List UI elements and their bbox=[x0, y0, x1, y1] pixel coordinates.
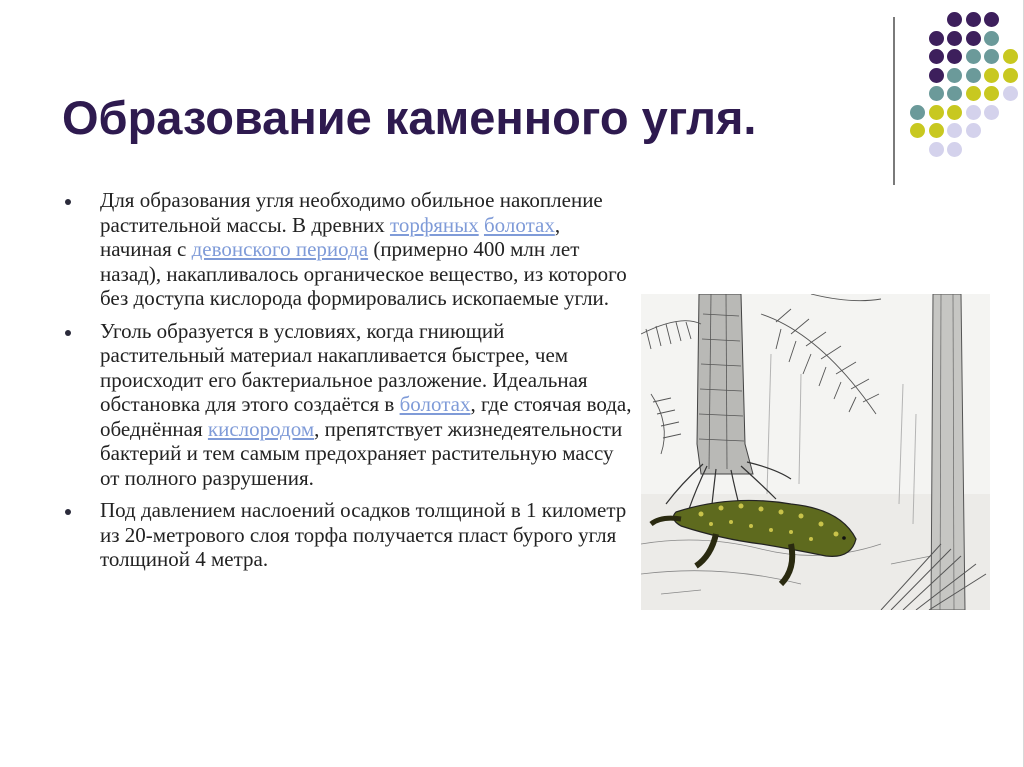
decorative-dot bbox=[947, 86, 962, 101]
bullet-text: Уголь образуется в условиях, когда гниющий растительный материал накапливается быстрее, чем происходит его бактериальное разложение. Идеальная обстановка для этого создаётся в bbox=[100, 318, 588, 416]
bullet-text: , начиная с bbox=[100, 212, 561, 261]
inline-link[interactable]: девонского периода bbox=[191, 237, 369, 261]
decorative-dot bbox=[966, 49, 981, 64]
decorative-dot bbox=[947, 31, 962, 46]
bullet-text: Для образования угля необходимо обильное накопление растительной массы. В древних bbox=[100, 188, 603, 237]
decorative-dot bbox=[984, 12, 999, 27]
decorative-dot bbox=[929, 68, 944, 83]
decorative-dot bbox=[1003, 86, 1018, 101]
decorative-dot bbox=[966, 86, 981, 101]
bullet-text: (примерно 400 млн лет назад), накапливалось органическое вещество, из которого без доступа кислорода формировались ископаемые угли. bbox=[100, 237, 627, 310]
decorative-dot bbox=[947, 123, 962, 138]
bullet-content bbox=[62, 188, 632, 580]
decorative-dot bbox=[947, 105, 962, 120]
decorative-dot bbox=[929, 142, 944, 157]
inline-link[interactable]: кислородом bbox=[207, 416, 315, 441]
decorative-dot-grid bbox=[910, 12, 1015, 162]
bullet-text: Под давлением наслоений осадков толщиной в 1 километр из 20-метрового слоя торфа получается пласт бурого угля толщиной 4 метра. bbox=[100, 498, 627, 571]
bullet-text: , препятствует жизнедеятельности бактерий и тем самым предохраняет растительную массу от полного разрушения. bbox=[100, 416, 623, 490]
swamp-illustration bbox=[641, 294, 990, 610]
inline-link[interactable]: болотах bbox=[399, 392, 471, 416]
inline-link[interactable]: торфяных bbox=[389, 212, 479, 237]
bullet-text: , где стоячая вода, обеднённая bbox=[100, 392, 632, 441]
decorative-dot bbox=[1003, 68, 1018, 83]
decorative-dot bbox=[947, 142, 962, 157]
bullet-list bbox=[62, 188, 632, 572]
bullet-item bbox=[62, 319, 632, 491]
inline-link[interactable]: болотах bbox=[483, 212, 555, 237]
decorative-dot bbox=[966, 12, 981, 27]
decorative-dot bbox=[1003, 49, 1018, 64]
bullet-item bbox=[62, 188, 632, 311]
decorative-dot bbox=[910, 105, 925, 120]
decorative-dot bbox=[966, 68, 981, 83]
decorative-dot bbox=[984, 68, 999, 83]
title-divider-line bbox=[893, 17, 895, 185]
decorative-dot bbox=[984, 105, 999, 120]
decorative-dot bbox=[947, 68, 962, 83]
bullet-item bbox=[62, 498, 632, 572]
decorative-dot bbox=[910, 123, 925, 138]
decorative-dot bbox=[984, 31, 999, 46]
decorative-dot bbox=[984, 49, 999, 64]
decorative-dot bbox=[929, 105, 944, 120]
decorative-dot bbox=[966, 105, 981, 120]
decorative-dot bbox=[929, 49, 944, 64]
decorative-dot bbox=[929, 86, 944, 101]
decorative-dot bbox=[947, 12, 962, 27]
decorative-dot bbox=[929, 31, 944, 46]
decorative-dot bbox=[966, 123, 981, 138]
prehistoric-swamp-illustration-icon bbox=[641, 294, 990, 610]
slide-title: Образование каменного угля. bbox=[62, 91, 757, 144]
decorative-dot bbox=[947, 49, 962, 64]
decorative-dot bbox=[929, 123, 944, 138]
decorative-dot bbox=[984, 86, 999, 101]
decorative-dot bbox=[966, 31, 981, 46]
